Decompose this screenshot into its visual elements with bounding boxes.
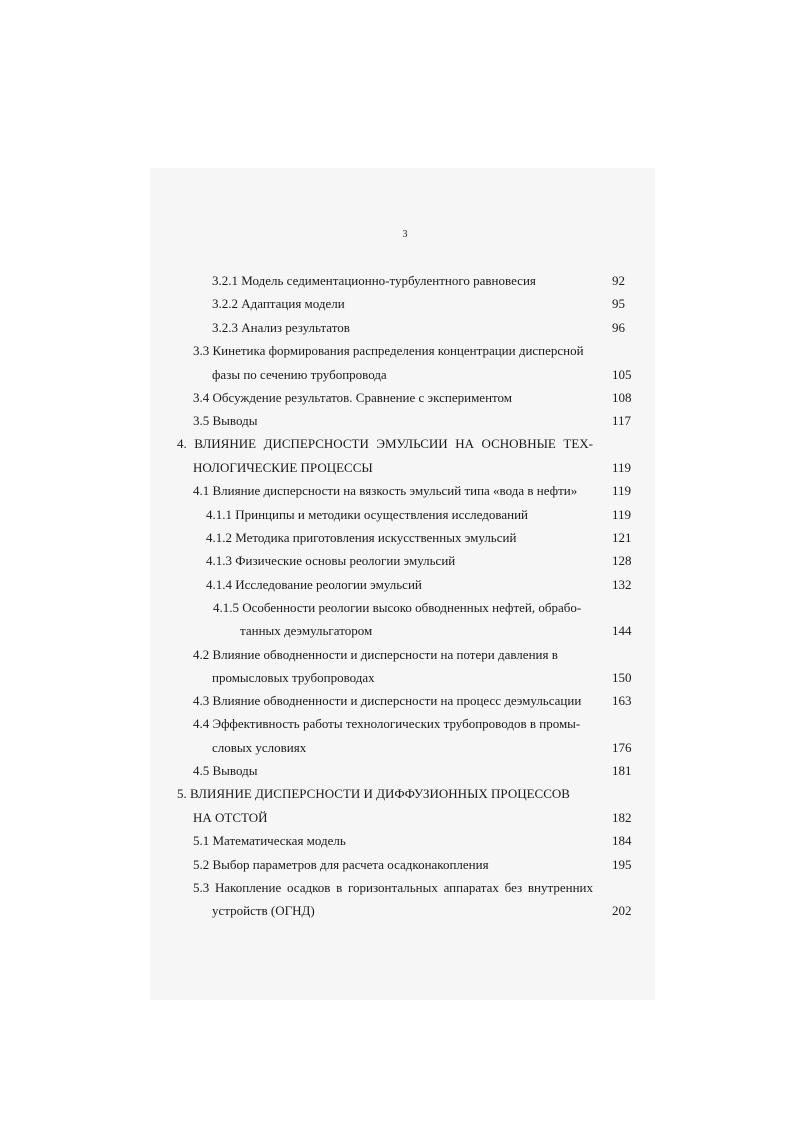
toc-entry-5-3: 5.3 Накопление осадков в горизонтальных аппаратах без внутренних [193,880,593,895]
toc-page-3-4: 108 [612,390,632,405]
toc-page-4-1: 119 [612,483,632,498]
toc-entry-3-3: 3.3 Кинетика формирования распределения концентрации дисперсной [193,343,584,358]
toc-chapter-5-cont: НА ОТСТОЙ [193,810,268,825]
toc-page-4-3: 163 [612,693,632,708]
toc-page-4-1-2: 121 [612,530,632,545]
toc-page-4-2: 150 [612,670,632,685]
toc-page-4-1-1: 119 [612,507,632,522]
toc-entry-3-2-2: 3.2.2 Адаптация модели [212,296,345,311]
page-number: 3 [402,229,408,240]
toc-entry-4-1-5: 4.1.5 Особенности реологии высоко обводненных нефтей, обрабо- [213,600,582,615]
toc-entry-4-1-1: 4.1.1 Принципы и методики осуществления исследований [206,507,528,522]
toc-page-3-2-3: 96 [612,320,625,335]
toc-chapter-4-cont: НОЛОГИЧЕСКИЕ ПРОЦЕССЫ [193,460,373,475]
toc-chapter-5: 5. ВЛИЯНИЕ ДИСПЕРСНОСТИ И ДИФФУЗИОННЫХ ПРОЦЕССОВ [177,786,570,801]
toc-page-3-5: 117 [612,413,632,428]
toc-entry-4-2: 4.2 Влияние обводненности и дисперсности на потери давления в [193,647,558,662]
toc-entry-4-3: 4.3 Влияние обводненности и дисперсности на процесс деэмульсации [193,693,582,708]
toc-entry-4-4: 4.4 Эффективность работы технологических трубопроводов в промы- [193,716,581,731]
toc-page-3-2-1: 92 [612,273,625,288]
toc-entry-3-2-3: 3.2.3 Анализ результатов [212,320,350,335]
toc-entry-4-1-4: 4.1.4 Исследование реологии эмульсий [206,577,422,592]
toc-page-3-3: 105 [612,367,632,382]
toc-page-3-2-2: 95 [612,296,625,311]
toc-entry-5-2: 5.2 Выбор параметров для расчета осадконакопления [193,857,489,872]
toc-entry-4-5: 4.5 Выводы [193,763,258,778]
toc-page-5: 182 [612,810,632,825]
toc-entry-4-1-2: 4.1.2 Методика приготовления искусственных эмульсий [206,530,517,545]
toc-entry-4-1-3: 4.1.3 Физические основы реологии эмульсий [206,553,456,568]
toc-chapter-4: 4. ВЛИЯНИЕ ДИСПЕРСНОСТИ ЭМУЛЬСИИ НА ОСНОВНЫЕ ТЕХ- [177,436,593,451]
toc-entry-4-4-cont: словых условиях [212,740,307,755]
toc-page-5-3: 202 [612,903,632,918]
toc-page-4-1-5: 144 [612,623,632,638]
toc-page-5-2: 195 [612,857,632,872]
toc-page-4-5: 181 [612,763,632,778]
toc-entry-4-2-cont: промысловых трубопроводах [212,670,375,685]
toc-entry-5-3-cont: устройств (ОГНД) [212,903,315,918]
toc-page-4-1-4: 132 [612,577,632,592]
toc-entry-3-3-cont: фазы по сечению трубопровода [212,367,387,382]
toc-entry-4-1: 4.1 Влияние дисперсности на вязкость эмульсий типа «вода в нефти» [193,483,578,498]
toc-entry-3-4: 3.4 Обсуждение результатов. Сравнение с экспериментом [193,390,513,405]
toc-entry-4-1-5-cont: танных деэмульгатором [240,623,373,638]
toc-page-4-1-3: 128 [612,553,632,568]
toc-entry-5-1: 5.1 Математическая модель [193,833,346,848]
toc-entry-3-2-1: 3.2.1 Модель седиментационно-турбулентного равновесия [212,273,536,288]
toc-page-4: 119 [612,460,632,475]
toc-page-4-4: 176 [612,740,632,755]
toc-page-5-1: 184 [612,833,632,848]
toc-entry-3-5: 3.5 Выводы [193,413,258,428]
